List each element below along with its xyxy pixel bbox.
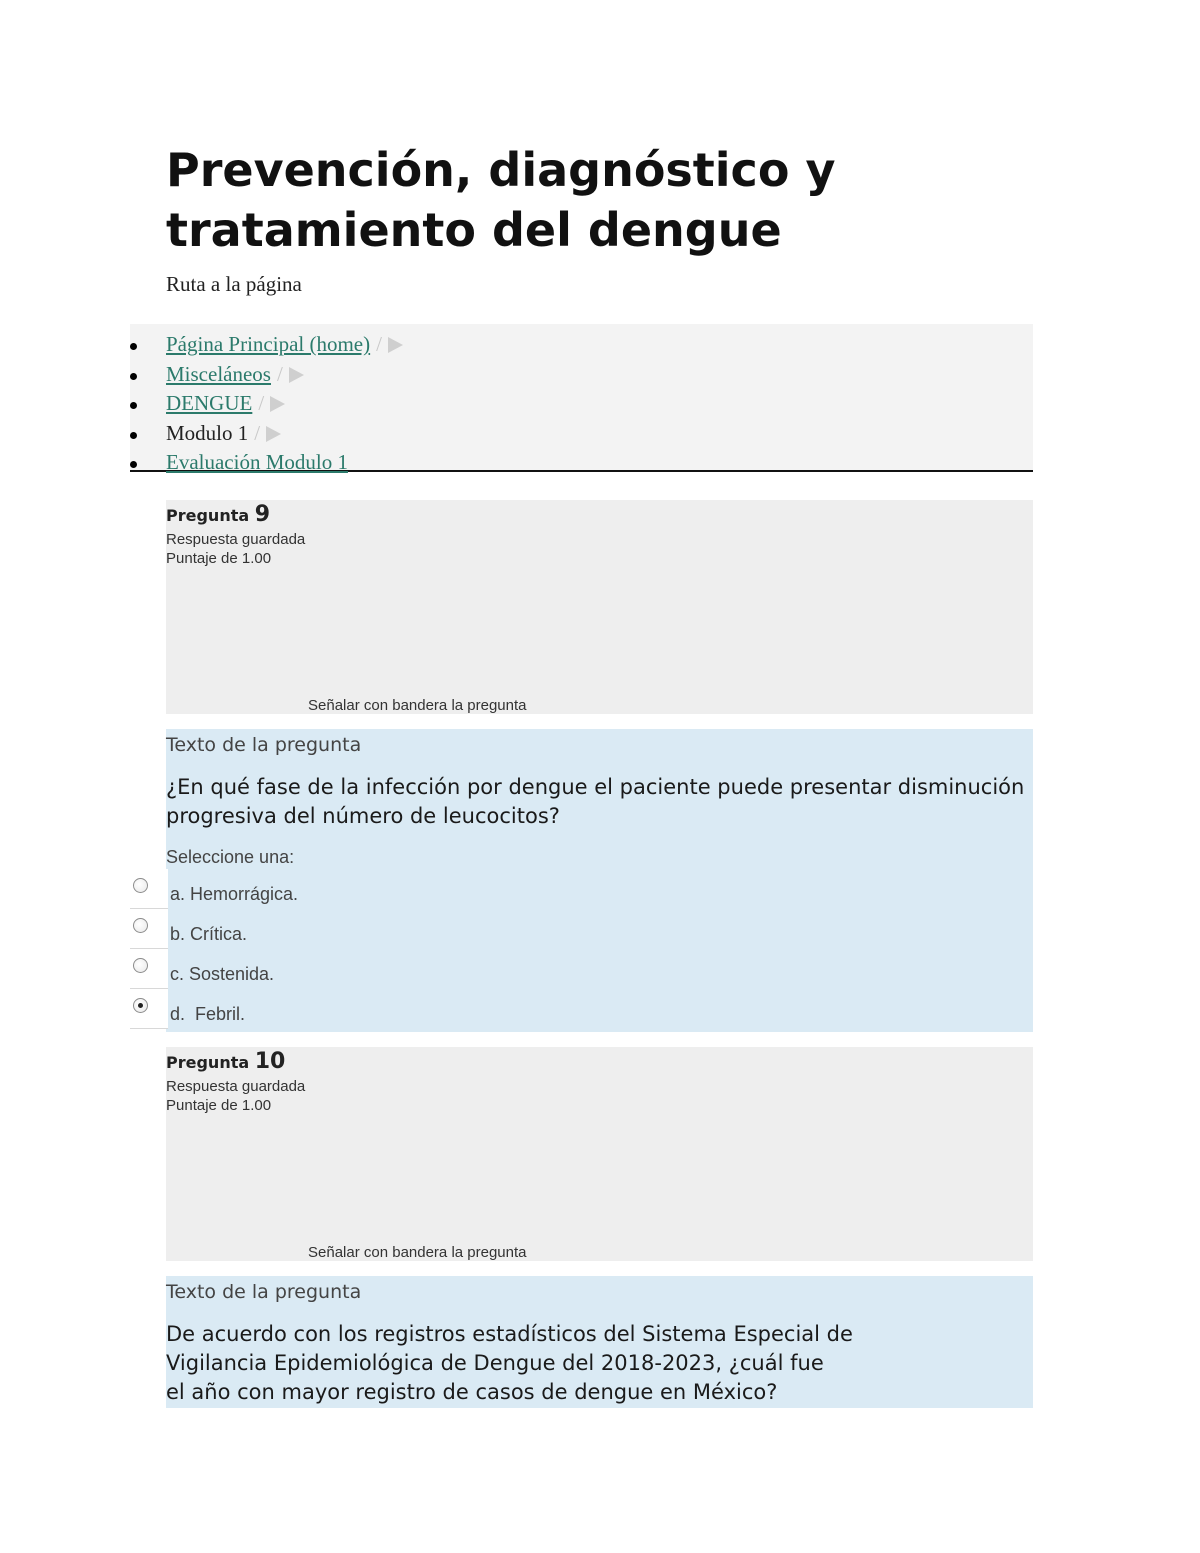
breadcrumb-separator: / bbox=[258, 391, 265, 415]
answer-label[interactable]: c. Sostenida. bbox=[170, 964, 275, 984]
answer-prompt: Seleccione una: bbox=[166, 847, 295, 867]
question-text-line: De acuerdo con los registros estadísticos del Sistema Especial de bbox=[166, 1322, 853, 1346]
question-grade: Puntaje de 1.00 bbox=[166, 550, 272, 567]
question-number-value: 9 bbox=[254, 502, 271, 527]
question-number bbox=[166, 1049, 285, 1074]
question-grade: Puntaje de 1.00 bbox=[166, 1097, 272, 1114]
breadcrumb-item-miscelaneos bbox=[130, 360, 1033, 390]
question-number-value: 10 bbox=[254, 1049, 286, 1074]
radio-cell bbox=[130, 989, 168, 1029]
breadcrumb-link-miscelaneos[interactable]: Misceláneos bbox=[166, 361, 271, 386]
flag-question-link[interactable]: Señalar con bandera la pregunta bbox=[308, 697, 527, 714]
question-label: Pregunta bbox=[166, 1053, 250, 1072]
answer-option-d[interactable] bbox=[130, 989, 1033, 1029]
question-text-label: Texto de la pregunta bbox=[166, 734, 362, 756]
breadcrumb-separator: / bbox=[376, 332, 382, 356]
question-state: Respuesta guardada bbox=[166, 1078, 306, 1095]
arrow-right-icon bbox=[266, 426, 281, 442]
radio-button[interactable] bbox=[133, 958, 148, 973]
question-text bbox=[166, 1320, 1033, 1407]
breadcrumb-link-dengue[interactable]: DENGUE bbox=[166, 391, 253, 415]
breadcrumb-text-modulo: Modulo 1 bbox=[166, 420, 249, 445]
question-text-label: Texto de la pregunta bbox=[166, 1281, 362, 1303]
radio-cell bbox=[130, 949, 168, 989]
answer-label[interactable]: b. Crítica. bbox=[170, 924, 248, 944]
arrow-right-icon bbox=[388, 337, 403, 353]
question-text-line: Vigilancia Epidemiológica de Dengue del 2018-2023, ¿cuál fue bbox=[166, 1351, 824, 1375]
question-number bbox=[166, 502, 270, 527]
flag-question-link[interactable]: Señalar con bandera la pregunta bbox=[308, 1244, 527, 1261]
question-text: ¿En qué fase de la infección por dengue el paciente puede presentar disminución progresiva del número de leucocitos? bbox=[166, 775, 1025, 828]
breadcrumb-item-dengue bbox=[130, 389, 1033, 419]
bullet-icon bbox=[130, 402, 137, 409]
bullet-icon bbox=[130, 432, 137, 439]
radio-cell bbox=[130, 909, 168, 949]
question-label: Pregunta bbox=[166, 506, 250, 525]
bullet-icon bbox=[130, 373, 137, 380]
breadcrumb-link-evaluacion[interactable]: Evaluación Modulo 1 bbox=[166, 450, 348, 474]
breadcrumb-heading: Ruta a la página bbox=[166, 272, 302, 296]
question-text-line: el año con mayor registro de casos de dengue en México? bbox=[166, 1380, 778, 1404]
question-info-9 bbox=[166, 500, 1033, 714]
breadcrumb-separator: / bbox=[254, 420, 261, 445]
breadcrumb bbox=[130, 324, 1033, 472]
radio-button[interactable] bbox=[133, 878, 148, 893]
breadcrumb-link-home[interactable]: Página Principal (home) bbox=[166, 332, 371, 356]
breadcrumb-item-evaluacion bbox=[130, 448, 1033, 478]
question-state: Respuesta guardada bbox=[166, 531, 306, 548]
answer-label[interactable]: d. Febril. bbox=[170, 1004, 246, 1024]
bullet-icon bbox=[130, 343, 137, 350]
answer-option-c[interactable] bbox=[130, 949, 1033, 989]
arrow-right-icon bbox=[289, 367, 304, 383]
answer-option-b[interactable] bbox=[130, 909, 1033, 949]
radio-button[interactable] bbox=[133, 918, 148, 933]
breadcrumb-separator: / bbox=[276, 361, 283, 386]
breadcrumb-item-home bbox=[130, 330, 1033, 360]
question-info-10 bbox=[166, 1047, 1033, 1261]
question-content-10 bbox=[166, 1276, 1033, 1408]
bullet-icon bbox=[130, 461, 137, 468]
answer-label[interactable]: a. Hemorrágica. bbox=[170, 884, 299, 904]
answer-option-a[interactable] bbox=[130, 869, 1033, 909]
radio-button-selected[interactable] bbox=[133, 998, 148, 1013]
arrow-right-icon bbox=[270, 396, 285, 412]
radio-cell bbox=[130, 869, 168, 909]
question-content-9 bbox=[166, 729, 1033, 1032]
breadcrumb-item-modulo bbox=[130, 419, 1033, 449]
page-title: Prevención, diagnóstico y tratamiento del dengue bbox=[166, 143, 836, 257]
